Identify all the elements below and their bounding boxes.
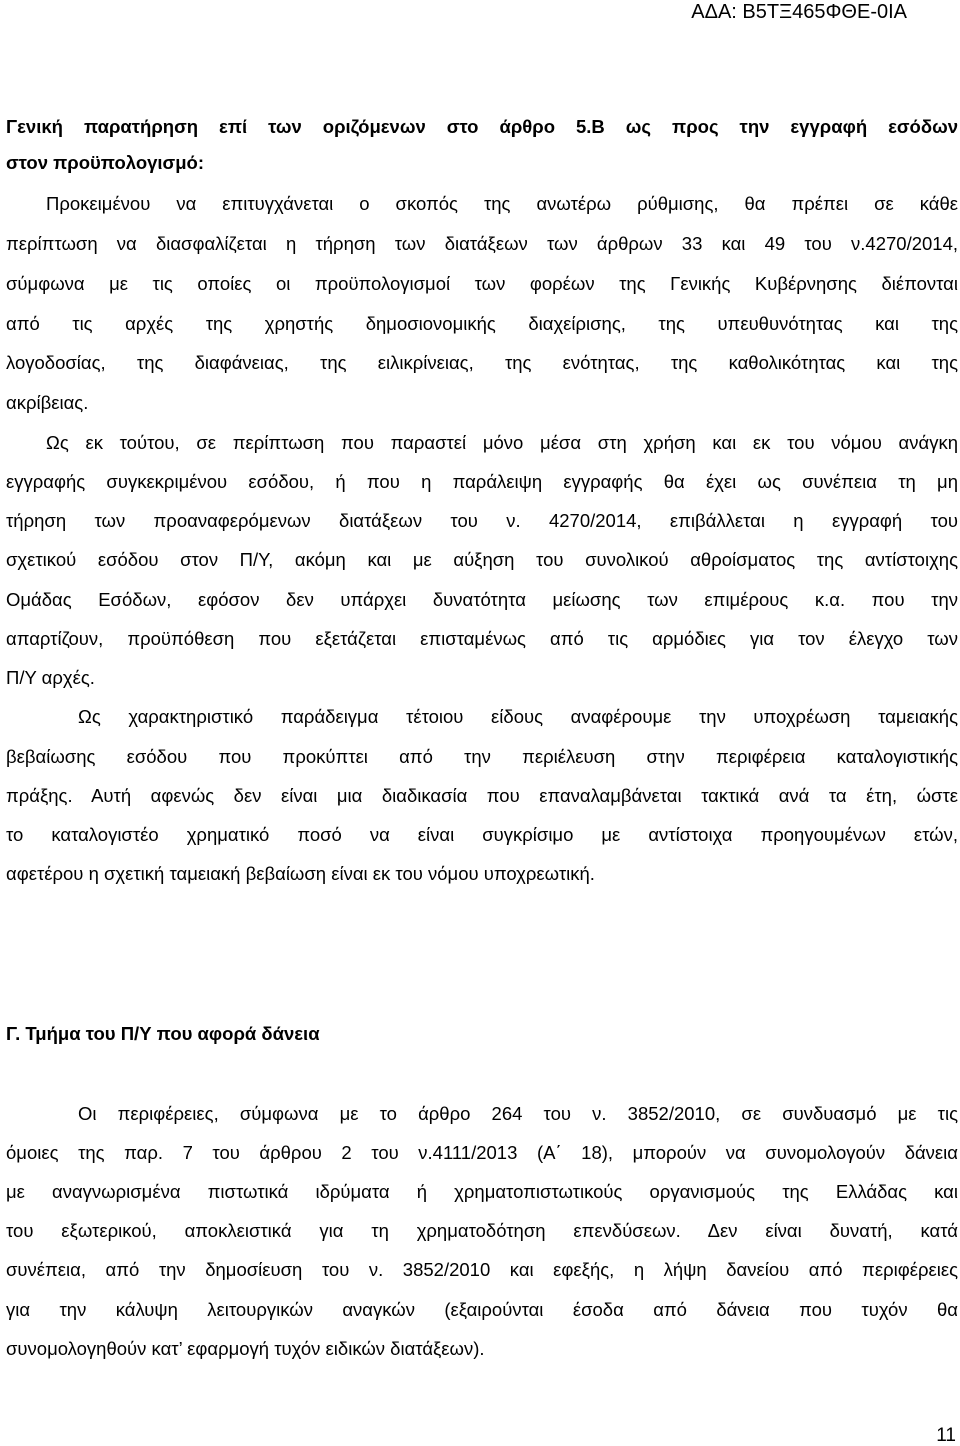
section-c-heading: Γ. Τμήμα του Π/Υ που αφορά δάνεια [6, 1023, 320, 1044]
para2-line-2: εγγραφής συγκεκριμένου εσόδου, ή που η παράλειψη εγγραφής θα έχει ως συνέπεια τη μη [6, 471, 958, 492]
para1-line-6: ακρίβειας. [6, 392, 89, 413]
para2-line-1: Ως εκ τούτου, σε περίπτωση που παραστεί μόνο μέσα στη χρήση και εκ του νόμου ανάγκη [46, 432, 958, 453]
para1-line-5: λογοδοσίας, της διαφάνειας, της ειλικρίνειας, της ενότητας, της καθολικότητας και της [6, 352, 958, 373]
para3-line-4: το καταλογιστέο χρηματικό ποσό να είναι συγκρίσιμο με αντίστοιχα προηγουμένων ετών, [6, 824, 958, 845]
section-c-line-2: όμοιες της παρ. 7 του άρθρου 2 του ν.4111/2013 (Α΄ 18), μπορούν να συνομολογούν δάνεια [6, 1142, 958, 1163]
para3-line-1: Ως χαρακτηριστικό παράδειγμα τέτοιου είδους αναφέρουμε την υποχρέωση ταμειακής [78, 706, 958, 727]
section-c-line-3: με αναγνωρισμένα πιστωτικά ιδρύματα ή χρηματοπιστωτικούς οργανισμούς της Ελλάδας και [6, 1181, 958, 1202]
para1-line-3: σύμφωνα με τις οποίες οι προϋπολογισμοί των φορέων της Γενικής Κυβέρνησης διέπονται [6, 273, 958, 294]
para2-line-7: Π/Υ αρχές. [6, 667, 95, 688]
para2-line-4: σχετικού εσόδου στον Π/Υ, ακόμη και με αύξηση του συνολικού αθροίσματος της αντίστοιχης [6, 549, 958, 570]
para3-line-2: βεβαίωσης εσόδου που προκύπτει από την περιέλευση στην περιφέρεια καταλογιστικής [6, 746, 958, 767]
section-c-line-7: συνομολογηθούν κατ’ εφαρμογή τυχόν ειδικών διατάξεων). [6, 1338, 485, 1359]
section-c-line-1: Οι περιφέρειες, σύμφωνα με το άρθρο 264 του ν. 3852/2010, σε συνδυασμό με τις [78, 1103, 958, 1124]
para1-line-4: από τις αρχές της χρηστής δημοσιονομικής διαχείρισης, της υπευθυνότητας και της [6, 313, 958, 334]
page-number: 11 [936, 1425, 956, 1446]
para3-line-5: αφετέρου η σχετική ταμειακή βεβαίωση είναι εκ του νόμου υποχρεωτική. [6, 863, 595, 884]
para1-line-1: Προκειμένου να επιτυγχάνεται ο σκοπός της ανωτέρω ρύθμισης, θα πρέπει σε κάθε [46, 193, 958, 214]
section-b-heading-line-1: Γενική παρατήρηση επί των οριζόμενων στο άρθρο 5.Β ως προς την εγγραφή εσόδων [6, 116, 958, 137]
section-c-line-5: συνέπεια, από την δημοσίευση του ν. 3852/2010 και εφεξής, η λήψη δανείου από περιφέρειες [6, 1259, 958, 1280]
section-c-line-4: του εξωτερικού, αποκλειστικά για τη χρηματοδότηση επενδύσεων. Δεν είναι δυνατή, κατά [6, 1220, 958, 1241]
para3-line-3: πράξης. Αυτή αφενώς δεν είναι μια διαδικασία που επαναλαμβάνεται τακτικά ανά τα έτη, ώστε [6, 785, 958, 806]
section-c-line-6: για την κάλυψη λειτουργικών αναγκών (εξαιρούνται έσοδα από δάνεια που τυχόν θα [6, 1299, 958, 1320]
ada-identifier: ΑΔΑ: Β5ΤΞ465ΦΘΕ-0ΙΑ [691, 1, 907, 23]
para1-line-2: περίπτωση να διασφαλίζεται η τήρηση των διατάξεων των άρθρων 33 και 49 του ν.4270/2014, [6, 233, 958, 254]
para2-line-5: Ομάδας Εσόδων, εφόσον δεν υπάρχει δυνατότητα μείωσης των επιμέρους κ.α. που την [6, 589, 958, 610]
para2-line-3: τήρηση των προαναφερόμενων διατάξεων του ν. 4270/2014, επιβάλλεται η εγγραφή του [6, 510, 958, 531]
para2-line-6: απαρτίζουν, προϋπόθεση που εξετάζεται επισταμένως από τις αρμόδιες για τον έλεγχο των [6, 628, 958, 649]
section-b-heading-line-2: στον προϋπολογισμό: [6, 152, 204, 173]
